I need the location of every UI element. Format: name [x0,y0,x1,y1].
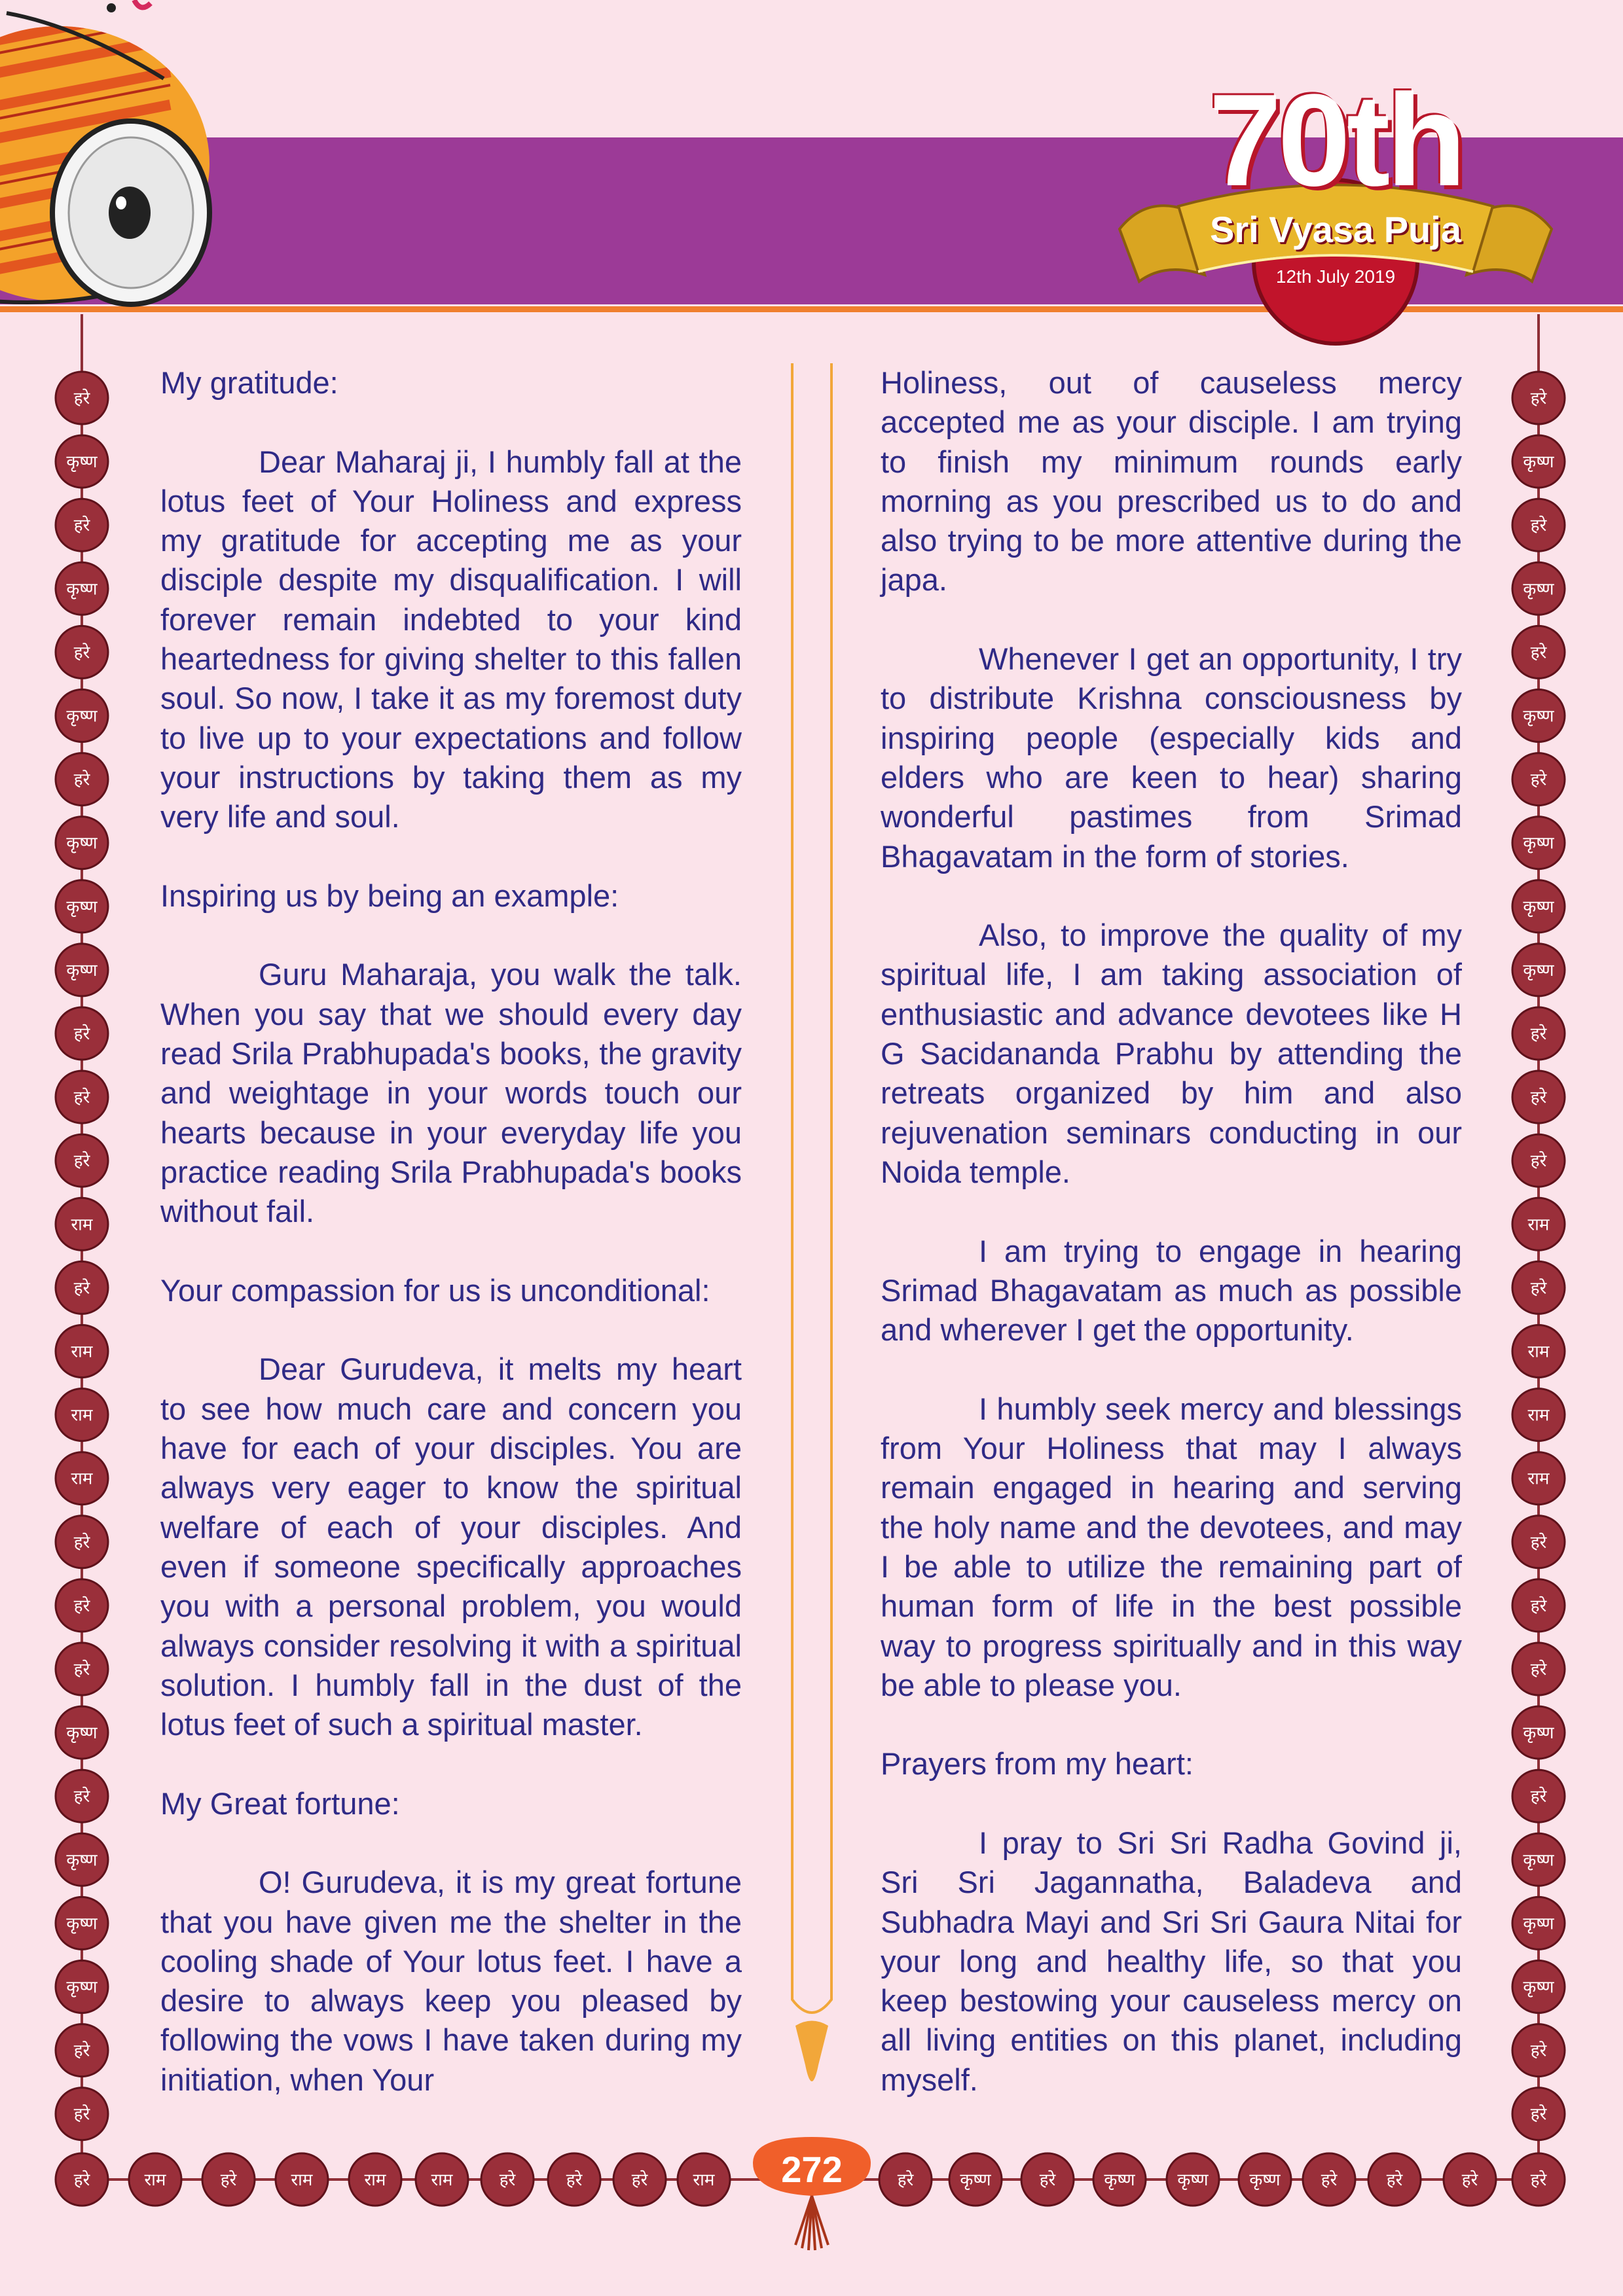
left-bead [56,1961,108,2013]
left-bead [56,562,108,615]
bead-label: राम [1527,1469,1550,1489]
bead-label: हरे [1530,1088,1547,1108]
bead-label: हरे [1530,2041,1547,2061]
bead-label: हरे [1530,1151,1547,1172]
section-heading: Inspiring us by being an example: [160,878,619,913]
bead-label: हरे [1530,1532,1547,1552]
right-bead [1512,1198,1565,1250]
left-bead [56,1516,108,1568]
right-bead [1512,1452,1565,1505]
bottom-bead [1167,2153,1219,2206]
bead-label: कृष्ण [66,1723,98,1744]
bottom-bead [276,2153,328,2206]
bead-label: हरे [220,2170,237,2190]
bead-label: हरे [73,1278,90,1299]
bottom-bead [1303,2153,1355,2206]
bead-label: हरे [73,1787,90,1807]
bead-label: हरे [73,770,90,790]
left-bead [56,1325,108,1378]
bead-label: हरे [1530,2170,1547,2190]
paragraph: Dear Gurudeva, it melts my heart to see how much care and concern you have for each of your disciples. You are always very eager to know the spiritual welfare of each of your disciples. And even if someone specifically approaches you with a personal problem, you would always consider resolving it with a spiritual solution. I humbly fall in the dust of the lotus feet of such a spiritual master. [160,1352,742,1742]
bead-label: हरे [1530,1596,1547,1616]
right-bead [1512,753,1565,806]
bead-label: हरे [73,516,90,536]
bead-label: राम [364,2170,386,2190]
bead-label: कृष्ण [66,1914,98,1934]
right-bead [1512,817,1565,869]
right-bead [1512,1897,1565,1949]
bottom-bead [548,2153,600,2206]
right-bead [1512,1389,1565,1441]
bead-label: राम [431,2170,453,2190]
left-bead [56,690,108,742]
right-bead [1512,2088,1565,2140]
page-number: 272 [781,2149,843,2190]
left-bead [56,1389,108,1441]
bead-label: राम [71,1405,93,1426]
bead-label: हरे [897,2170,914,2190]
bead-label: हरे [73,2041,90,2061]
bead-label: राम [71,1342,93,1362]
bead-label: हरे [1530,516,1547,536]
bead-label: कृष्ण [1523,960,1554,980]
bead-label: हरे [1461,2170,1478,2190]
left-bead [56,1071,108,1123]
paragraph: I humbly seek mercy and blessings from Your Holiness that may I always remain engaged in hearing and serving the holy name and the devotees, and may I be able to utilize the remaining part of human form of life in the best possible way to progress spiritually and in this way be able to please you. [881,1391,1462,1702]
left-bead [56,817,108,869]
bead-label: हरे [73,1532,90,1552]
bead-label: हरे [73,2170,90,2190]
left-bead [56,435,108,488]
bead-label: हरे [631,2170,648,2190]
bead-label: कृष्ण [1177,2170,1209,2190]
right-bead [1512,562,1565,615]
right-bead [1512,1516,1565,1568]
bottom-bead [1021,2153,1074,2206]
badge-subtitle: Sri Vyasa Puja [1210,209,1461,250]
bead-label: हरे [73,1088,90,1108]
left-bead [56,1007,108,1060]
bead-label: हरे [73,1151,90,1172]
bottom-bead [1239,2153,1291,2206]
left-bead [56,753,108,806]
bead-label: हरे [73,389,90,408]
bead-label: हरे [73,1024,90,1044]
bead-label: हरे [1039,2170,1056,2190]
right-bead [1512,1706,1565,1759]
bead-label: कृष्ण [66,706,98,726]
bead-label: हरे [1530,770,1547,790]
paragraph: Whenever I get an opportunity, I try to distribute Krishna consciousness by inspiring people (especially kids and elders who are keen to hear) sharing wonderful pastimes from Srimad Bhagavatam in the form of stories. [881,641,1462,874]
bottom-bead [56,2153,108,2206]
bead-label: हरे [1530,389,1547,408]
bead-label: कृष्ण [66,897,98,917]
section-heading: Your compassion for us is unconditional: [160,1272,710,1308]
left-bead [56,944,108,996]
left-bead [56,2024,108,2077]
paragraph: Also, to improve the quality of my spiritual life, I am taking association of enthusiastic and advance devotees like H G Sacidananda Prabhu by attending the retreats organized by him and also rejuvenation seminars conducting in our Noida temple. [881,918,1462,1189]
left-bead [56,499,108,551]
bead-label: कृष्ण [66,833,98,853]
bottom-bead [349,2153,401,2206]
bead-label: कृष्ण [1523,579,1554,600]
bottom-bead [481,2153,534,2206]
bead-label: राम [693,2170,715,2190]
right-bead [1512,2024,1565,2077]
section-heading: My Great fortune: [160,1785,400,1821]
bottom-bead [678,2153,730,2206]
left-bead [56,1198,108,1250]
right-bead [1512,690,1565,742]
section-heading: My gratitude: [160,365,338,400]
right-bead [1512,1134,1565,1187]
bottom-bead [879,2153,932,2206]
bead-label: हरे [1321,2170,1338,2190]
right-bead [1512,880,1565,933]
right-bead [1512,1770,1565,1822]
right-bead [1512,372,1565,424]
bead-label: कृष्ण [66,1977,98,1998]
bead-label: राम [1527,1342,1550,1362]
left-bead [56,1706,108,1759]
bead-label: राम [71,1215,93,1235]
bottom-bead [1512,2153,1565,2206]
bottom-bead [129,2153,181,2206]
bead-label: राम [1527,1405,1550,1426]
bead-label: कृष्ण [66,1850,98,1871]
left-bead [56,1452,108,1505]
bead-label: कृष्ण [1523,1723,1554,1744]
bead-label: राम [71,1469,93,1489]
bead-label: हरे [1530,1660,1547,1679]
bead-label: हरे [1530,2104,1547,2125]
right-bead [1512,1961,1565,2013]
bead-label: कृष्ण [1523,1914,1554,1934]
left-bead [56,2088,108,2140]
bottom-bead [613,2153,666,2206]
bead-label: कृष्ण [1523,833,1554,853]
bead-label: राम [144,2170,166,2190]
left-bead [56,1134,108,1187]
bead-label: कृष्ण [1523,452,1554,473]
left-bead [56,880,108,933]
right-bead [1512,1643,1565,1695]
left-bead [56,1770,108,1822]
bead-label: हरे [73,1660,90,1679]
right-bead [1512,1261,1565,1314]
paragraph: Dear Maharaj ji, I humbly fall at the lotus feet of Your Holiness and express my gratitude for accepting me as your disciple despite my disqualification. I will forever remain indebted to your kind heartedness for giving shelter to this fallen soul. So now, I take it as my foremost duty to live up to your expectations and follow your instructions by taking them as my very life and soul. [160,444,742,834]
bead-label: हरे [1530,1787,1547,1807]
bead-label: कृष्ण [1523,706,1554,726]
right-bead [1512,499,1565,551]
bead-label: कृष्ण [1249,2170,1281,2190]
bead-label: हरे [1530,1024,1547,1044]
left-bead [56,372,108,424]
badge-title: 70th [1209,67,1463,213]
right-bead [1512,1833,1565,1886]
bead-label: हरे [73,1596,90,1616]
bottom-bead [1368,2153,1421,2206]
bottom-bead [416,2153,468,2206]
bead-label: राम [291,2170,313,2190]
bottom-bead [202,2153,255,2206]
bead-label: हरे [1530,1278,1547,1299]
bead-label: हरे [1530,643,1547,663]
right-bead [1512,1579,1565,1632]
left-bead [56,1579,108,1632]
right-bead [1512,435,1565,488]
left-bead [56,1833,108,1886]
bottom-bead [949,2153,1002,2206]
bead-label: हरे [499,2170,516,2190]
right-bead [1512,1007,1565,1060]
bottom-bead [1444,2153,1496,2206]
paragraph: Holiness, out of causeless mercy accepted me as your disciple. I am trying to finish my minimum rounds early morning as you prescribed us to do and also trying to be more attentive during the japa. [881,365,1462,598]
bead-label: हरे [73,643,90,663]
bead-label: राम [1527,1215,1550,1235]
right-bead [1512,626,1565,678]
bead-label: कृष्ण [1523,1977,1554,1998]
bead-label: हरे [1386,2170,1403,2190]
paragraph: O! Gurudeva, it is my great fortune that you have given me the shelter in the cooling shade of Your lotus feet. I have a desire to always keep you pleased by following the vows I have taken during my initiation, when Your [160,1865,742,2097]
paragraph: Guru Maharaja, you walk the talk. When you say that we should every day read Srila Prabhupada's books, the gravity and weightage in your words touch our hearts because in your everyday life you practice reading Srila Prabhupada's books without fail. [160,957,742,1229]
bead-label: कृष्ण [1523,897,1554,917]
right-text-column [881,363,1462,2139]
bottom-bead [1093,2153,1146,2206]
badge-date: 12th July 2019 [1275,266,1396,287]
bead-label: कृष्ण [960,2170,991,2190]
bead-label: कृष्ण [1104,2170,1135,2190]
bead-label: कृष्ण [66,452,98,473]
left-text-column [160,363,742,2139]
section-heading: Prayers from my heart: [881,1746,1194,1782]
bead-label: कृष्ण [66,579,98,600]
bead-label: कृष्ण [1523,1850,1554,1871]
bead-label: हरे [73,2104,90,2125]
bead-label: कृष्ण [66,960,98,980]
paragraph: I pray to Sri Sri Radha Govind ji, Sri Sri Jagannatha, Baladeva and Subhadra Mayi and Sri Sri Gaura Nitai for your long and healthy life, so that you keep bestowing your causeless mercy on all living entities on this planet, including myself. [881,1825,1462,2097]
left-bead [56,1643,108,1695]
right-bead [1512,1071,1565,1123]
bead-label: हरे [566,2170,583,2190]
left-bead [56,1897,108,1949]
left-bead [56,626,108,678]
center-divider [779,363,845,2117]
right-bead [1512,944,1565,996]
left-bead [56,1261,108,1314]
paragraph: I am trying to engage in hearing Srimad Bhagavatam as much as possible and wherever I get the opportunity. [881,1233,1462,1348]
right-bead [1512,1325,1565,1378]
